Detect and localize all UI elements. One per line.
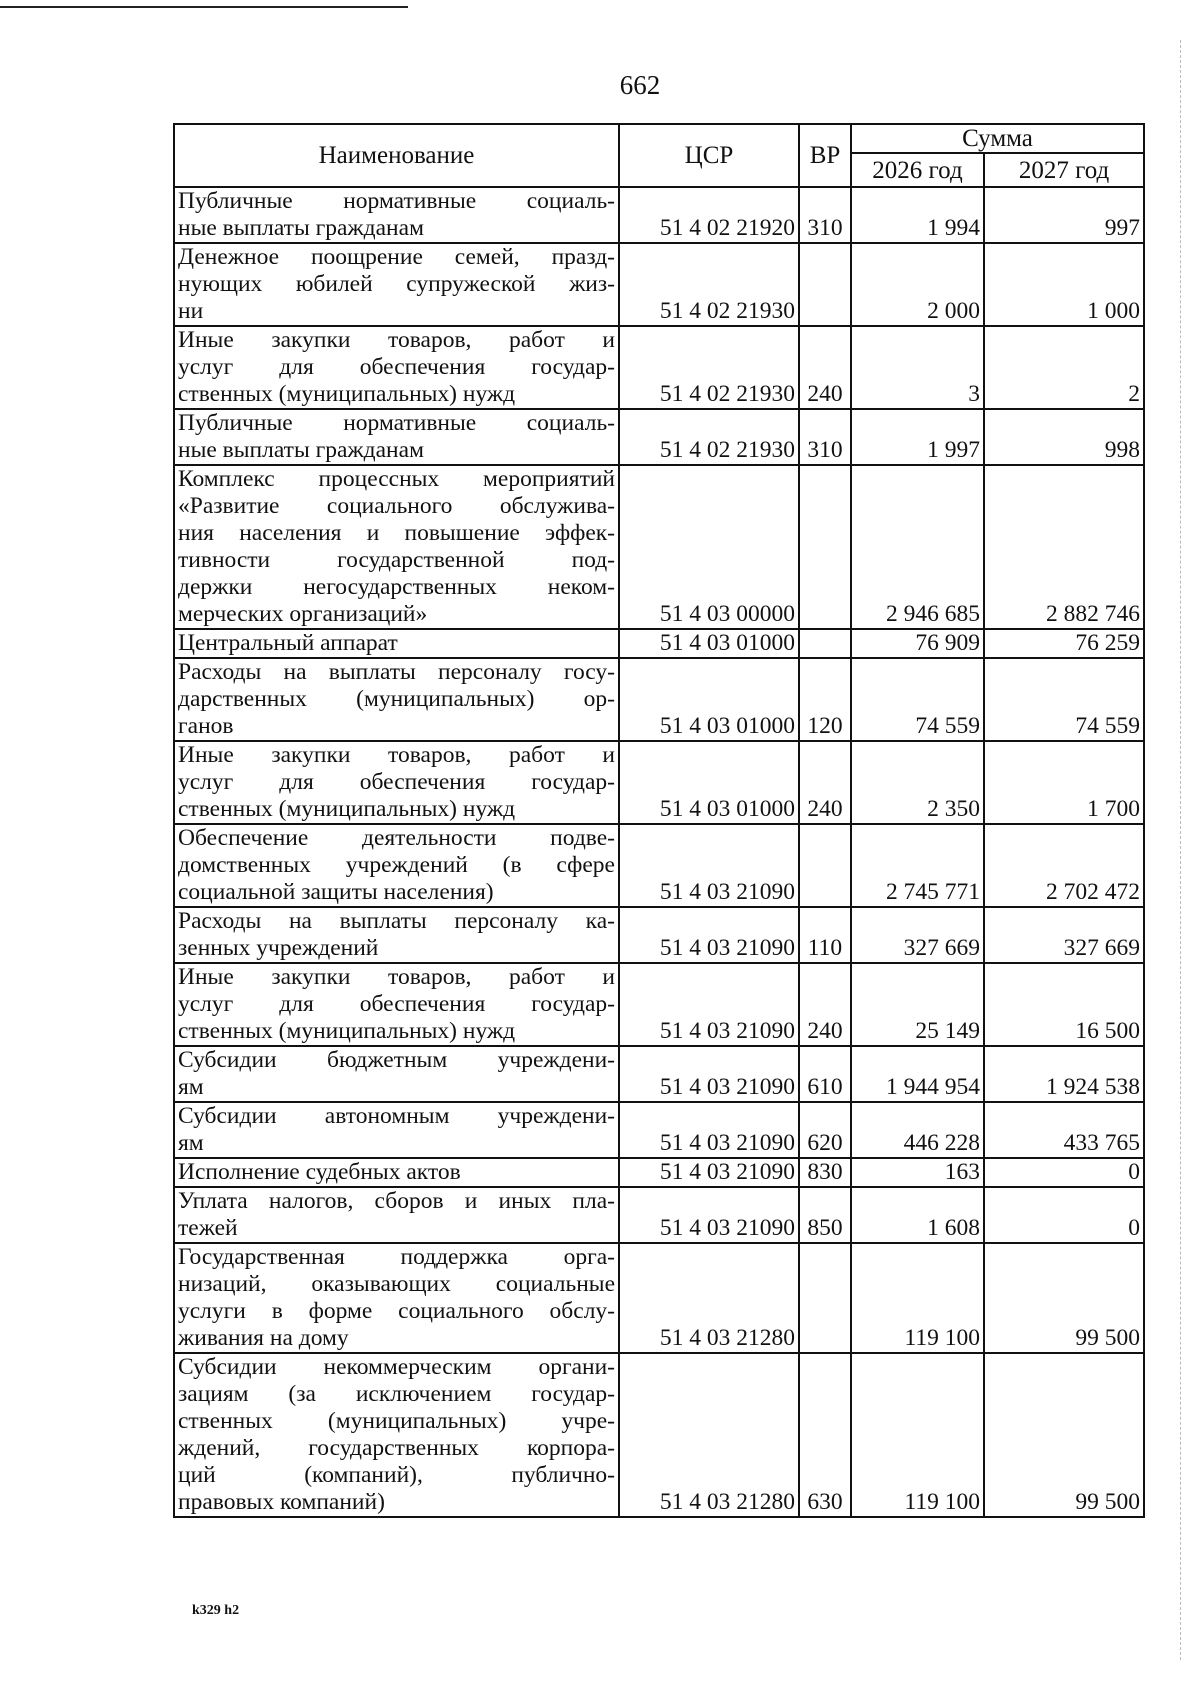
cell-name [174, 187, 619, 243]
cell-name-line: ни [178, 298, 204, 324]
cell-vr: 240 [799, 963, 851, 1046]
cell-name [174, 963, 619, 1046]
cell-2027: 1 700 [984, 741, 1144, 824]
cell-name-line: Центральный аппарат [178, 630, 398, 656]
cell-2026: 1 944 954 [851, 1046, 984, 1102]
cell-name [174, 1046, 619, 1102]
cell-vr: 630 [799, 1353, 851, 1517]
scan-margin-line [1180, 40, 1181, 1660]
cell-name [174, 1102, 619, 1158]
cell-csr: 51 4 02 21920 [619, 187, 799, 243]
cell-2027: 997 [984, 187, 1144, 243]
cell-name [174, 409, 619, 465]
cell-name-line: ям [178, 1074, 204, 1100]
cell-2027: 99 500 [984, 1353, 1144, 1517]
cell-2027: 2 [984, 326, 1144, 409]
cell-vr: 610 [799, 1046, 851, 1102]
cell-name-line: ганов [178, 713, 234, 739]
table-header [174, 124, 1144, 187]
cell-name-line: «Развитие социального обслужива- [178, 493, 615, 519]
cell-2026: 74 559 [851, 658, 984, 741]
top-rule [0, 6, 408, 8]
cell-name-line: ственных (муниципальных) учре- [178, 1408, 615, 1434]
cell-name [174, 1158, 619, 1187]
cell-vr [799, 629, 851, 658]
table-row [174, 907, 1144, 963]
cell-csr: 51 4 03 21090 [619, 1046, 799, 1102]
cell-name [174, 465, 619, 629]
cell-2026: 119 100 [851, 1353, 984, 1517]
table-row [174, 963, 1144, 1046]
cell-name-line: ные выплаты гражданам [178, 437, 424, 463]
page-number: 662 [619, 70, 661, 100]
cell-name-line: Публичные нормативные социаль- [178, 188, 615, 214]
cell-name [174, 741, 619, 824]
cell-2027: 2 702 472 [984, 824, 1144, 907]
cell-2026: 327 669 [851, 907, 984, 963]
table-row [174, 1046, 1144, 1102]
cell-name-line: тежей [178, 1215, 238, 1241]
table-row [174, 1353, 1144, 1517]
cell-name-line: услуги в форме социального обслу- [178, 1298, 615, 1324]
table-row [174, 465, 1144, 629]
cell-csr: 51 4 02 21930 [619, 243, 799, 326]
cell-name-line: ния населения и повышение эффек- [178, 520, 615, 546]
table-row [174, 658, 1144, 741]
cell-csr: 51 4 03 21090 [619, 824, 799, 907]
cell-name-line: услуг для обеспечения государ- [178, 769, 615, 795]
cell-vr [799, 824, 851, 907]
cell-csr: 51 4 03 21090 [619, 907, 799, 963]
cell-csr: 51 4 02 21930 [619, 326, 799, 409]
cell-2027: 16 500 [984, 963, 1144, 1046]
cell-name-line: Иные закупки товаров, работ и [178, 327, 615, 353]
header-vr: ВР [799, 124, 851, 187]
cell-name-line: Денежное поощрение семей, празд- [178, 244, 615, 270]
cell-name-line: услуг для обеспечения государ- [178, 991, 615, 1017]
cell-name-line: Публичные нормативные социаль- [178, 410, 615, 436]
cell-2027: 998 [984, 409, 1144, 465]
cell-name [174, 907, 619, 963]
cell-name-line: Иные закупки товаров, работ и [178, 742, 615, 768]
cell-name-line: дарственных (муниципальных) ор- [178, 686, 615, 712]
cell-vr: 620 [799, 1102, 851, 1158]
cell-name [174, 243, 619, 326]
cell-name-line: низаций, оказывающих социальные [178, 1271, 615, 1297]
cell-2026: 2 946 685 [851, 465, 984, 629]
cell-2027: 74 559 [984, 658, 1144, 741]
cell-name-line: ственных (муниципальных) нужд [178, 1018, 516, 1044]
cell-name-line: зенных учреждений [178, 935, 379, 961]
cell-name-line: Уплата налогов, сборов и иных пла- [178, 1188, 615, 1214]
cell-2026: 1 997 [851, 409, 984, 465]
table-row [174, 409, 1144, 465]
cell-name [174, 326, 619, 409]
cell-2026: 25 149 [851, 963, 984, 1046]
cell-2027: 0 [984, 1187, 1144, 1243]
cell-2026: 119 100 [851, 1243, 984, 1353]
table-row [174, 629, 1144, 658]
cell-2026: 2 000 [851, 243, 984, 326]
cell-name-line: мерческих организаций» [178, 601, 428, 627]
cell-vr: 830 [799, 1158, 851, 1187]
cell-name-line: Субсидии автономным учреждени- [178, 1103, 615, 1129]
cell-name-line: Государственная поддержка орга- [178, 1244, 615, 1270]
cell-name-line: Расходы на выплаты персоналу госу- [178, 659, 615, 685]
cell-name-line: ям [178, 1130, 204, 1156]
cell-vr: 310 [799, 409, 851, 465]
cell-name-line: Комплекс процессных мероприятий [178, 466, 615, 492]
table-row [174, 824, 1144, 907]
cell-vr [799, 465, 851, 629]
cell-csr: 51 4 03 21090 [619, 1102, 799, 1158]
table-row [174, 1243, 1144, 1353]
cell-name-line: социальной защиты населения) [178, 879, 494, 905]
header-sum: Сумма [851, 124, 1144, 153]
cell-name-line: ственных (муниципальных) нужд [178, 381, 516, 407]
cell-name-line: держки негосударственных неком- [178, 574, 615, 600]
cell-name-line: Субсидии бюджетным учреждени- [178, 1047, 615, 1073]
cell-csr: 51 4 02 21930 [619, 409, 799, 465]
cell-2027: 1 000 [984, 243, 1144, 326]
table-row [174, 1102, 1144, 1158]
cell-csr: 51 4 03 21280 [619, 1353, 799, 1517]
cell-name [174, 658, 619, 741]
document-code: k329 h2 [192, 1603, 240, 1618]
cell-vr: 240 [799, 326, 851, 409]
table-row [174, 1187, 1144, 1243]
cell-2027: 99 500 [984, 1243, 1144, 1353]
table-body [174, 187, 1144, 1517]
cell-name-line: Обеспечение деятельности подве- [178, 825, 615, 851]
cell-csr: 51 4 03 21280 [619, 1243, 799, 1353]
cell-name [174, 824, 619, 907]
cell-name-line: правовых компаний) [178, 1489, 385, 1515]
cell-name [174, 1353, 619, 1517]
budget-table [173, 123, 1145, 1518]
cell-csr: 51 4 03 00000 [619, 465, 799, 629]
cell-name-line: услуг для обеспечения государ- [178, 354, 615, 380]
cell-2026: 3 [851, 326, 984, 409]
cell-name-line: Исполнение судебных актов [178, 1159, 461, 1185]
table-row [174, 1158, 1144, 1187]
table-row [174, 741, 1144, 824]
cell-name [174, 1243, 619, 1353]
cell-vr: 850 [799, 1187, 851, 1243]
cell-name-line: зациям (за исключением государ- [178, 1381, 615, 1407]
cell-csr: 51 4 03 21090 [619, 963, 799, 1046]
cell-csr: 51 4 03 01000 [619, 741, 799, 824]
table-row [174, 187, 1144, 243]
header-year-2027: 2027 год [984, 153, 1144, 187]
cell-2026: 1 994 [851, 187, 984, 243]
table-row [174, 326, 1144, 409]
cell-2027: 2 882 746 [984, 465, 1144, 629]
cell-name-line: нующих юбилей супружеской жиз- [178, 271, 615, 297]
cell-vr: 240 [799, 741, 851, 824]
cell-name [174, 1187, 619, 1243]
cell-csr: 51 4 03 21090 [619, 1187, 799, 1243]
cell-name-line: домственных учреждений (в сфере [178, 852, 615, 878]
cell-name-line: Расходы на выплаты персоналу ка- [178, 908, 615, 934]
table-row [174, 243, 1144, 326]
cell-name-line: ждений, государственных корпора- [178, 1435, 615, 1461]
cell-2026: 163 [851, 1158, 984, 1187]
cell-name-line: Иные закупки товаров, работ и [178, 964, 615, 990]
cell-name-line: Субсидии некоммерческим органи- [178, 1354, 615, 1380]
cell-2026: 446 228 [851, 1102, 984, 1158]
cell-csr: 51 4 03 21090 [619, 1158, 799, 1187]
cell-name-line: живания на дому [178, 1325, 349, 1351]
cell-2027: 0 [984, 1158, 1144, 1187]
cell-vr [799, 1243, 851, 1353]
header-year-2026: 2026 год [851, 153, 984, 187]
cell-2026: 2 745 771 [851, 824, 984, 907]
cell-name [174, 629, 619, 658]
cell-2026: 1 608 [851, 1187, 984, 1243]
cell-vr [799, 243, 851, 326]
cell-2027: 1 924 538 [984, 1046, 1144, 1102]
cell-vr: 110 [799, 907, 851, 963]
cell-2027: 76 259 [984, 629, 1144, 658]
header-name: Наименование [174, 124, 619, 187]
cell-name-line: ные выплаты гражданам [178, 215, 424, 241]
header-csr: ЦСР [619, 124, 799, 187]
cell-2027: 327 669 [984, 907, 1144, 963]
cell-2026: 2 350 [851, 741, 984, 824]
cell-csr: 51 4 03 01000 [619, 658, 799, 741]
cell-2027: 433 765 [984, 1102, 1144, 1158]
cell-2026: 76 909 [851, 629, 984, 658]
cell-name-line: тивности государственной под- [178, 547, 615, 573]
cell-vr: 310 [799, 187, 851, 243]
cell-csr: 51 4 03 01000 [619, 629, 799, 658]
cell-name-line: ций (компаний), публично- [178, 1462, 615, 1488]
cell-name-line: ственных (муниципальных) нужд [178, 796, 516, 822]
cell-vr: 120 [799, 658, 851, 741]
